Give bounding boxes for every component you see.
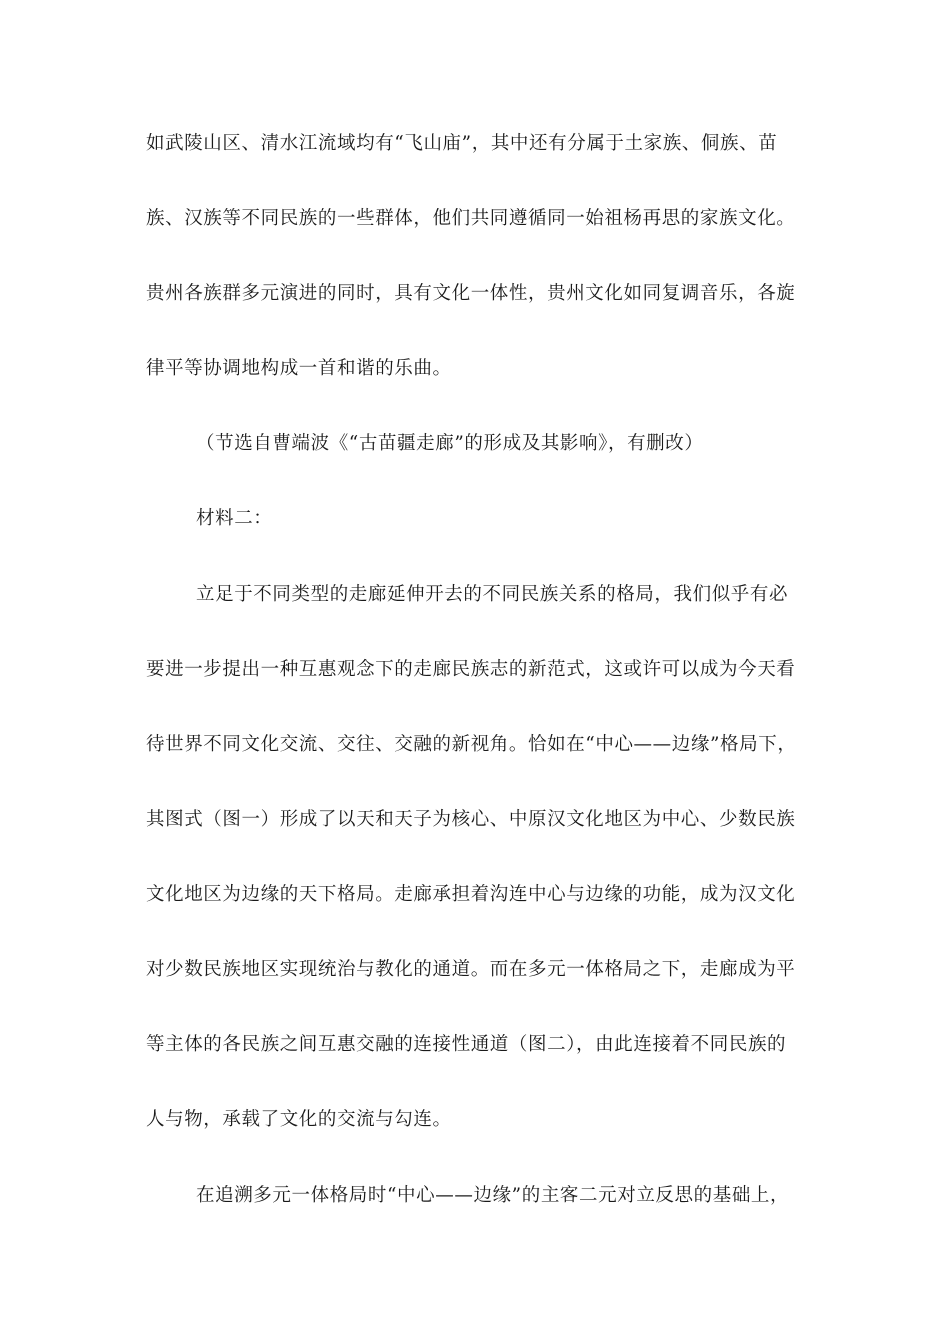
paragraph-1-line-4: 律平等协调地构成一首和谐的乐曲。 bbox=[146, 358, 452, 379]
paragraph-1-line-1: 如武陵山区、清水江流域均有“飞山庙”，其中还有分属于土家族、侗族、苗 bbox=[146, 133, 778, 154]
paragraph-3-line-1: 在追溯多元一体格局时“中心——边缘”的主客二元对立反思的基础上， bbox=[196, 1185, 790, 1206]
paragraph-2-line-8: 人与物，承载了文化的交流与勾连。 bbox=[146, 1109, 452, 1130]
source-note: （节选自曹端波《“古苗疆走廊”的形成及其影响》，有删改） bbox=[196, 433, 704, 454]
paragraph-1-line-2: 族、汉族等不同民族的一些群体，他们共同遵循同一始祖杨再思的家族文化。 bbox=[146, 208, 796, 229]
paragraph-2-line-6: 对少数民族地区实现统治与教化的通道。而在多元一体格局之下，走廊成为平 bbox=[146, 959, 796, 980]
paragraph-2-line-1: 立足于不同类型的走廊延伸开去的不同民族关系的格局，我们似乎有必 bbox=[196, 584, 789, 605]
paragraph-2-line-5: 文化地区为边缘的天下格局。走廊承担着沟连中心与边缘的功能，成为汉文化 bbox=[146, 884, 796, 905]
paragraph-2-line-2: 要进一步提出一种互惠观念下的走廊民族志的新范式，这或许可以成为今天看 bbox=[146, 659, 796, 680]
paragraph-2-line-7: 等主体的各民族之间互惠交融的连接性通道（图二），由此连接着不同民族的 bbox=[146, 1034, 787, 1055]
paragraph-2-line-4: 其图式（图一）形成了以天和天子为核心、中原汉文化地区为中心、少数民族 bbox=[146, 809, 796, 830]
material-heading: 材料二： bbox=[196, 508, 273, 529]
paragraph-2-line-3: 待世界不同文化交流、交往、交融的新视角。恰如在“中心——边缘”格局下， bbox=[146, 734, 797, 755]
paragraph-1-line-3: 贵州各族群多元演进的同时，具有文化一体性，贵州文化如同复调音乐，各旋 bbox=[146, 283, 796, 304]
